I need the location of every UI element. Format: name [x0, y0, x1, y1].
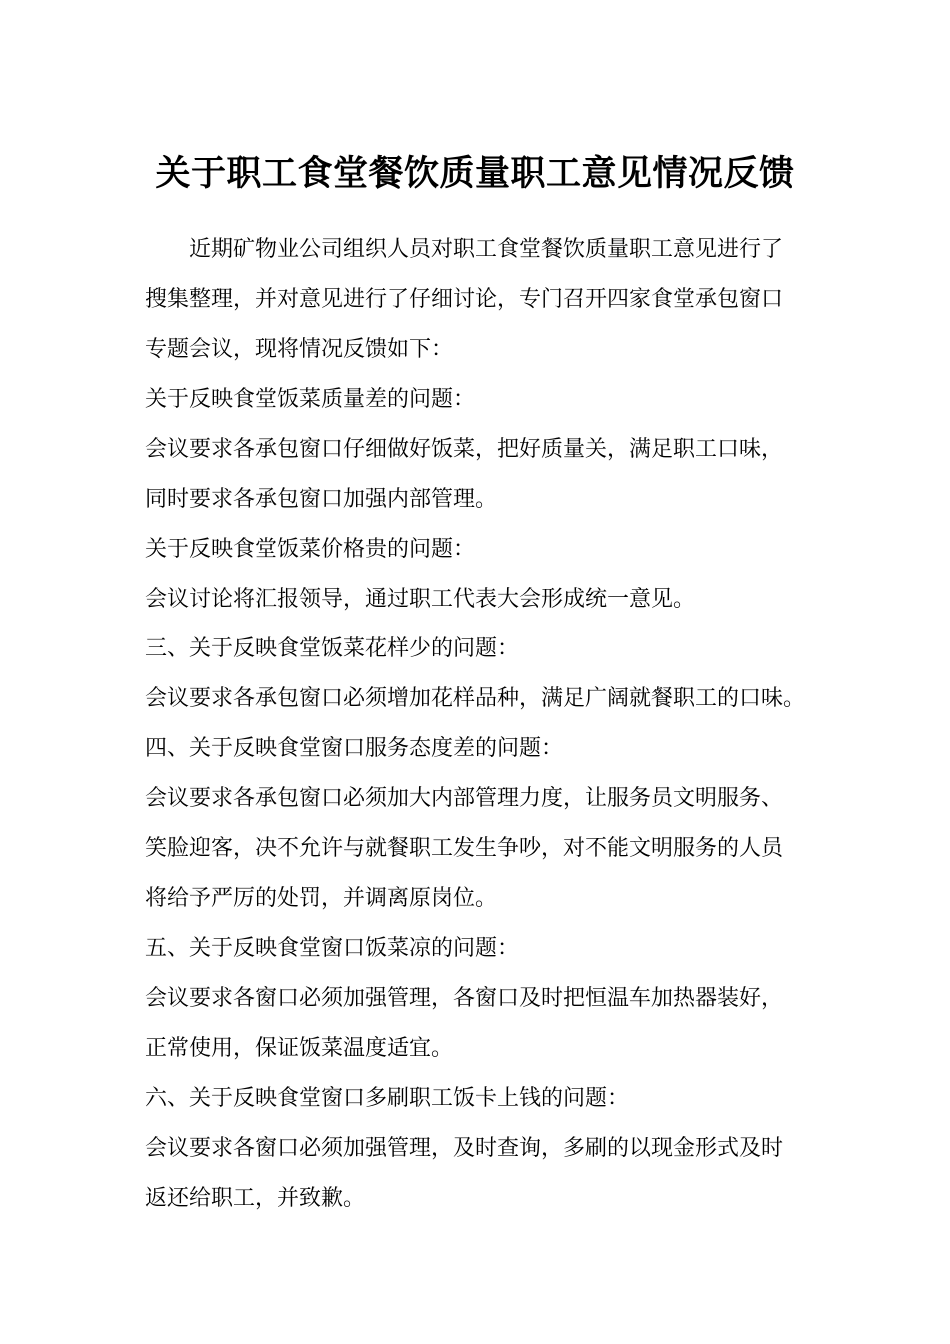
document-title: 关于职工食堂餐饮质量职工意见情况反馈	[155, 153, 795, 194]
section-heading: 五、关于反映食堂窗口饭菜凉的问题：	[145, 936, 520, 961]
section-heading: 关于反映食堂饭菜价格贵的问题：	[145, 537, 476, 562]
paragraph-line: 笑脸迎客，决不允许与就餐职工发生争吵，对不能文明服务的人员	[145, 836, 784, 861]
paragraph-line: 将给予严厉的处罚，并调离原岗位。	[145, 886, 498, 911]
paragraph-line: 近期矿物业公司组织人员对职工食堂餐饮质量职工意见进行了	[189, 237, 784, 262]
paragraph-line: 会议要求各承包窗口必须加大内部管理力度，让服务员文明服务、	[145, 786, 784, 811]
paragraph-line: 会议讨论将汇报领导，通过职工代表大会形成统一意见。	[145, 587, 696, 612]
section-heading: 四、关于反映食堂窗口服务态度差的问题：	[145, 736, 564, 761]
section-heading: 六、关于反映食堂窗口多刷职工饭卡上钱的问题：	[145, 1086, 630, 1111]
section-heading: 关于反映食堂饭菜质量差的问题：	[145, 387, 476, 412]
paragraph-line: 会议要求各承包窗口仔细做好饭菜，把好质量关，满足职工口味，	[145, 437, 784, 462]
paragraph-line: 会议要求各承包窗口必须增加花样品种，满足广阔就餐职工的口味。	[145, 686, 806, 711]
paragraph-line: 同时要求各承包窗口加强内部管理。	[145, 487, 498, 512]
paragraph-line: 会议要求各窗口必须加强管理，及时查询，多刷的以现金形式及时	[145, 1136, 784, 1161]
paragraph-line: 会议要求各窗口必须加强管理，各窗口及时把恒温车加热器装好，	[145, 986, 784, 1011]
paragraph-line: 专题会议，现将情况反馈如下：	[145, 337, 454, 362]
section-heading: 三、关于反映食堂饭菜花样少的问题：	[145, 636, 520, 661]
paragraph-line: 正常使用，保证饭菜温度适宜。	[145, 1036, 454, 1061]
paragraph-line: 返还给职工，并致歉。	[145, 1186, 366, 1211]
paragraph-line: 搜集整理，并对意见进行了仔细讨论，专门召开四家食堂承包窗口	[145, 287, 784, 312]
